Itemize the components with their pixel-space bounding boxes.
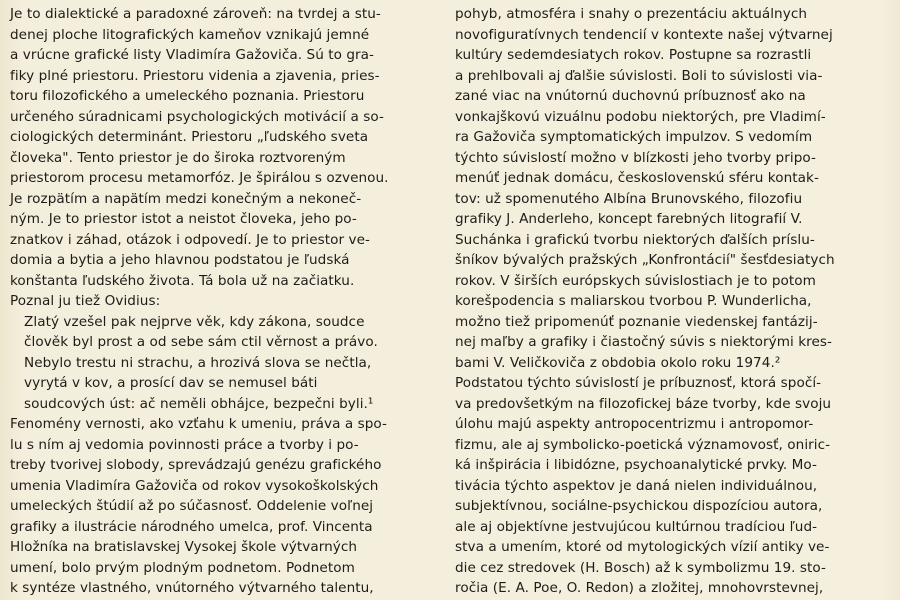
text-line: zané viac na vnútornú duchovnú príbuznosť ako na (455, 88, 806, 104)
text-line: ká inšpirácia i libidózne, psychoanalytické prvky. Mo- (455, 457, 817, 473)
text-line: Suchánka i grafickú tvorbu niektorých ďalších príslu- (455, 231, 815, 248)
text-line: možno tiež pripomenúť poznanie viedenskej fantázij- (455, 313, 818, 330)
text-line: člověk byl prost a od sebe sám ctil věrnost a právo. (24, 334, 378, 350)
text-line: znatkov i záhad, otázok i odpovedí. Je to priestor ve- (10, 231, 370, 248)
text-line: Podstatou týchto súvislostí je príbuznosť, ktorá spočí- (455, 375, 822, 391)
text-line: tov: už spomenutého Albína Brunovského, filozofiu (455, 190, 803, 207)
text-line: fizmu, ale aj symbolicko-poetická významovosť, oniric- (455, 436, 831, 453)
text-line: Nebylo trestu ni strachu, a hrozivá slova se nečtla, (24, 354, 372, 371)
text-line: stva a umením, ktoré od mytologických vízií antiky ve- (455, 539, 830, 555)
text-line: soudcových úst: ač neměli obhájce, bezpečni byli.¹ (24, 395, 374, 412)
text-line: die cez stredovek (H. Bosch) až k symbolizmu 19. sto- (455, 559, 827, 576)
text-line: treby tvorivej slobody, sprevádzajú genézu grafického (10, 457, 382, 473)
text-line: a prehlbovali aj ďalšie súvislosti. Boli to súvislosti via- (455, 67, 823, 84)
text-line: Poznal ju tiež Ovidius: (10, 293, 161, 309)
text-line: ným. Je to priestor istot a neistot človeka, jeho po- (10, 211, 357, 227)
text-line: umeleckých štúdií až po súčasnosť. Oddelenie voľnej (10, 498, 374, 514)
text-line: určeného súradnicami psychologických motivácií a so- (10, 108, 384, 125)
text-line: rokov. V širších európskych súvislostiach je to potom (455, 272, 816, 289)
text-line: vyrytá v kov, a prosící dav se nemusel báti (24, 375, 318, 391)
text-line: človeka". Tento priestor je do široka roztvoreným (10, 149, 346, 166)
text-line: nej maľby a grafiky i čiastočný súvis s niektorými kres- (455, 334, 833, 350)
text-line: a vrúcne grafické listy Vladimíra Gažoviča. Sú to gra- (10, 47, 375, 63)
text-line: domia a bytia a jeho hlavnou podstatou je ľudská (10, 252, 350, 268)
text-line: umenia Vladimíra Gažoviča od rokov vysokoškolských (10, 477, 379, 494)
text-line: vonkajškovú vizuálnu podobu niektorých, pre Vladimí- (455, 108, 826, 125)
text-line: Fenomény vernosti, ako vzťahu k umeniu, práva a spo- (10, 416, 387, 432)
text-line: Je rozpätím a napätím medzi konečným a nekoneč- (10, 190, 362, 207)
text-line: va predovšetkým na filozofickej báze tvorby, kde svoju (455, 395, 832, 412)
text-line: úlohu majú aspekty antropocentrizmu i antropomor- (455, 416, 814, 432)
text-line: subjektívnou, sociálne-psychickou dispozíciou autora, (455, 498, 823, 514)
text-line: kultúry sedemdesiatych rokov. Postupne sa rozrastli (455, 47, 812, 63)
text-line: Hložníka na bratislavskej Vysokej škole výtvarných (10, 539, 358, 555)
text-line: grafiky a ilustrácie národného umelca, prof. Vincenta (10, 518, 373, 535)
text-line: k syntéze vlastného, vnútorného výtvarného talentu, (10, 580, 374, 596)
text-line: ročia (E. A. Poe, O. Redon) a zložitej, mnohovrstevnej, (455, 580, 824, 596)
text-line: konštanta ľudského života. Tá bola už na začiatku. (10, 272, 355, 289)
text-line: menúť jednak domácu, československú sféru kontak- (455, 170, 819, 186)
text-line: ciologických determinánt. Priestoru „ľudského sveta (10, 129, 369, 145)
text-line: šníkov bývalých pražských „Konfrontácií" šesťdesiatych (455, 252, 835, 268)
text-line: grafiky J. Anderleho, koncept farebných litografií V. (455, 211, 803, 227)
text-line: bami V. Veličkoviča z obdobia okolo roku 1974.² (455, 354, 781, 371)
text-line: lu s ním aj vedomia povinnosti práce a tvorby i po- (10, 436, 359, 453)
text-line: umení, bolo prvým plodným podnetom. Podnetom (10, 559, 355, 576)
text-line: denej ploche litografických kameňov vznikajú jemné (10, 26, 370, 43)
text-line: fiky plné priestoru. Priestoru videnia a zjavenia, pries- (10, 67, 380, 84)
text-line: ra Gažoviča symptomatických impulzov. S vedomím (455, 129, 813, 145)
text-line: Zlatý vzešel pak nejprve věk, kdy zákona, soudce (24, 313, 365, 330)
text-line: tivácia týchto aspektov je daná nielen individuálnou, (455, 477, 818, 494)
text-line: pohyb, atmosféra i snahy o prezentáciu aktuálnych (455, 6, 808, 22)
text-line: priestorom procesu metamorfóz. Je špirálou s ozvenou. (10, 170, 389, 186)
text-line: toru filozofického a umeleckého poznania. Priestoru (10, 88, 365, 104)
text-line: ale aj objektívne jestvujúcou kultúrnou tradíciou ľud- (455, 518, 818, 535)
text-line: týchto súvislostí možno v blízkosti jeho tvorby pripo- (455, 149, 816, 166)
text-line: Je to dialektické a paradoxné zároveň: na tvrdej a stu- (10, 6, 381, 22)
text-line: novofiguratívnych tendencií v kontexte našej výtvarnej (455, 26, 833, 43)
text-line: korešpodencia s maliarskou tvorbou P. Wunderlicha, (455, 293, 812, 309)
